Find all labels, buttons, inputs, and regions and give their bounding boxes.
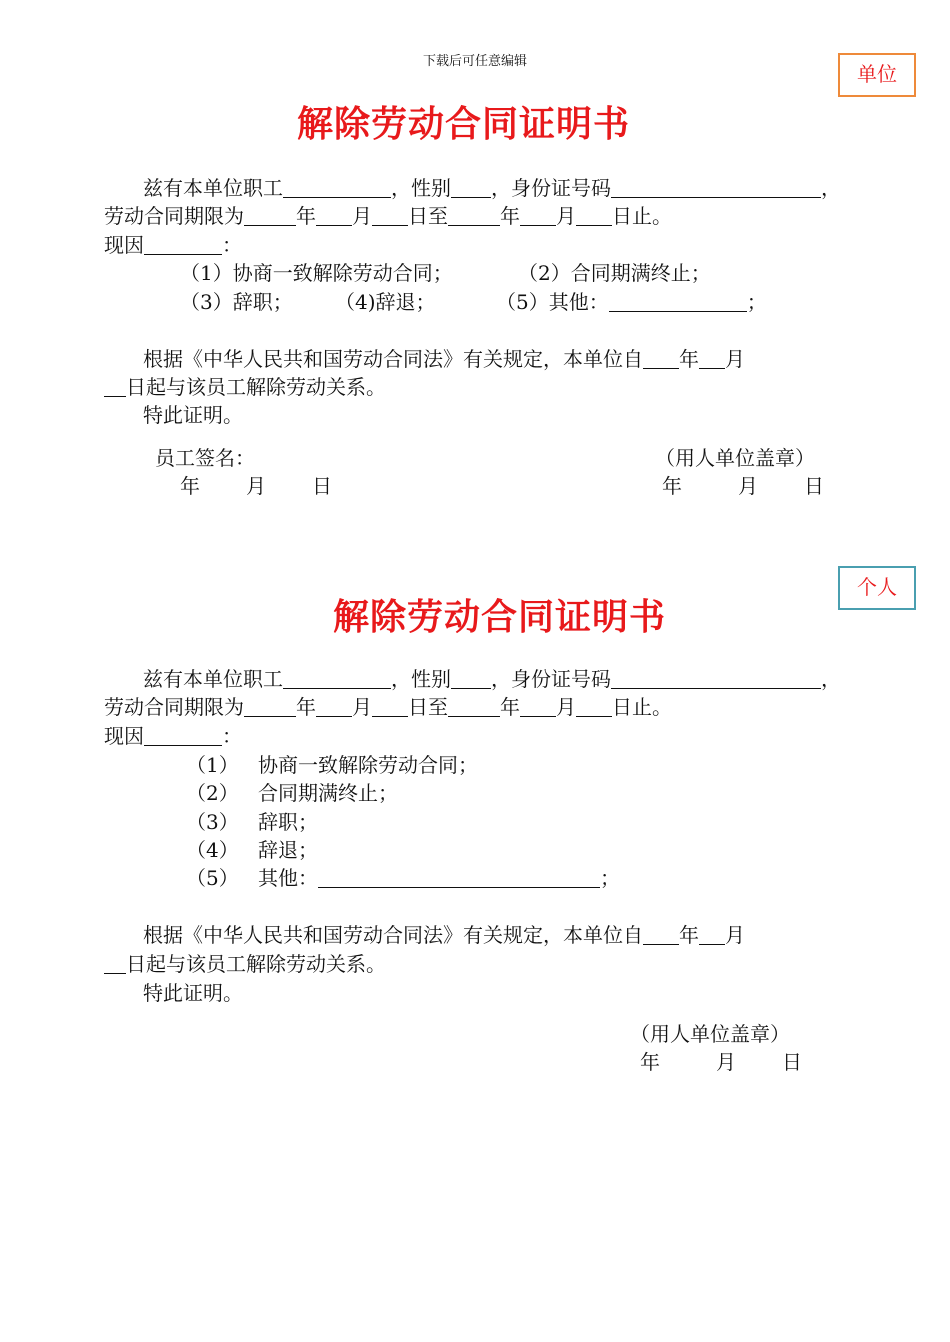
line-employee-info-2: 兹有本单位职工 ，性别 ，身份证号码 ， xyxy=(143,667,841,691)
option-3-num: （3） xyxy=(186,810,239,834)
blank-reason-2[interactable] xyxy=(144,725,222,746)
option-4-num: （4） xyxy=(186,838,239,862)
blank-employee-name-2[interactable] xyxy=(283,668,391,689)
blank-id-number[interactable] xyxy=(611,177,821,198)
certificate-title: 解除劳动合同证明书 xyxy=(297,104,631,145)
paragraph-basis-2: 根据《中华人民共和国劳动合同法》有关规定，本单位自 年 月 xyxy=(143,923,745,947)
blank-id-number-2[interactable] xyxy=(611,668,821,689)
blank-start-day[interactable] xyxy=(372,205,408,226)
paragraph-certify-2: 特此证明。 xyxy=(143,981,243,1005)
blank-release-month[interactable] xyxy=(699,348,725,369)
employer-date-month-2: 月 xyxy=(716,1050,736,1074)
option-1-text: 协商一致解除劳动合同； xyxy=(258,753,478,777)
tag-unit: 单位 xyxy=(838,53,916,97)
header-note: 下载后可任意编辑 xyxy=(422,54,527,69)
option-1-num: （1） xyxy=(186,753,239,777)
employee-date-day: 日 xyxy=(312,474,332,498)
blank-end-day[interactable] xyxy=(576,205,612,226)
employer-date-day: 日 xyxy=(804,474,824,498)
option-5-num: （5） xyxy=(186,866,239,890)
employee-signature-label: 员工签名： xyxy=(155,446,255,470)
employer-seal-label: （用人单位盖章） xyxy=(655,446,815,470)
tag-person: 个人 xyxy=(838,566,916,610)
blank-release-year-2[interactable] xyxy=(643,924,679,945)
blank-start-month-2[interactable] xyxy=(316,696,352,717)
line-contract-period-2: 劳动合同期限为 年 月 日至 年 月 日止。 xyxy=(104,695,672,719)
line-employee-info: 兹有本单位职工 ，性别 ，身份证号码 ， xyxy=(143,176,841,200)
paragraph-basis-cont-2: 日起与该员工解除劳动关系。 xyxy=(104,950,386,978)
paragraph-certify: 特此证明。 xyxy=(143,403,243,427)
blank-end-day-2[interactable] xyxy=(576,696,612,717)
blank-end-year-2[interactable] xyxy=(448,696,500,717)
employer-date-year-2: 年 xyxy=(640,1050,660,1074)
blank-other-reason-2[interactable] xyxy=(318,867,600,888)
blank-start-month[interactable] xyxy=(316,205,352,226)
option-5-text: 其他： ； xyxy=(258,866,620,890)
option-resignation: （3）辞职； xyxy=(180,290,293,314)
blank-start-year-2[interactable] xyxy=(244,696,296,717)
blank-release-day-2[interactable] xyxy=(104,953,126,974)
blank-employee-name[interactable] xyxy=(283,177,391,198)
blank-end-month-2[interactable] xyxy=(520,696,556,717)
blank-start-day-2[interactable] xyxy=(372,696,408,717)
paragraph-basis: 根据《中华人民共和国劳动合同法》有关规定，本单位自 年 月 xyxy=(143,347,745,371)
paragraph-basis-cont: 日起与该员工解除劳动关系。 xyxy=(104,373,386,401)
line-reason: 现因 ： xyxy=(104,233,242,257)
blank-gender-2[interactable] xyxy=(451,668,491,689)
employer-seal-label-2: （用人单位盖章） xyxy=(630,1022,790,1046)
blank-start-year[interactable] xyxy=(244,205,296,226)
employer-date-year: 年 xyxy=(662,474,682,498)
option-other: （5）其他： ； xyxy=(496,290,767,314)
line-contract-period: 劳动合同期限为 年 月 日至 年 月 日止。 xyxy=(104,204,672,228)
blank-gender[interactable] xyxy=(451,177,491,198)
option-dismissal: （4)辞退； xyxy=(335,290,436,314)
option-4-text: 辞退； xyxy=(258,838,318,862)
option-2-text: 合同期满终止； xyxy=(258,781,398,805)
option-contract-expired: （2）合同期满终止； xyxy=(518,261,711,285)
employer-date-day-2: 日 xyxy=(782,1050,802,1074)
blank-other-reason[interactable] xyxy=(609,291,747,312)
blank-end-year[interactable] xyxy=(448,205,500,226)
employer-date-month: 月 xyxy=(738,474,758,498)
option-mutual-agreement: （1）协商一致解除劳动合同； xyxy=(180,261,453,285)
blank-end-month[interactable] xyxy=(520,205,556,226)
option-3-text: 辞职； xyxy=(258,810,318,834)
employee-date-year: 年 xyxy=(180,474,200,498)
line-reason-2: 现因 ： xyxy=(104,724,242,748)
employee-date-month: 月 xyxy=(246,474,266,498)
blank-release-month-2[interactable] xyxy=(699,924,725,945)
blank-release-day[interactable] xyxy=(104,376,126,397)
blank-release-year[interactable] xyxy=(643,348,679,369)
certificate-title-2: 解除劳动合同证明书 xyxy=(333,597,667,638)
option-2-num: （2） xyxy=(186,781,239,805)
blank-reason[interactable] xyxy=(144,234,222,255)
